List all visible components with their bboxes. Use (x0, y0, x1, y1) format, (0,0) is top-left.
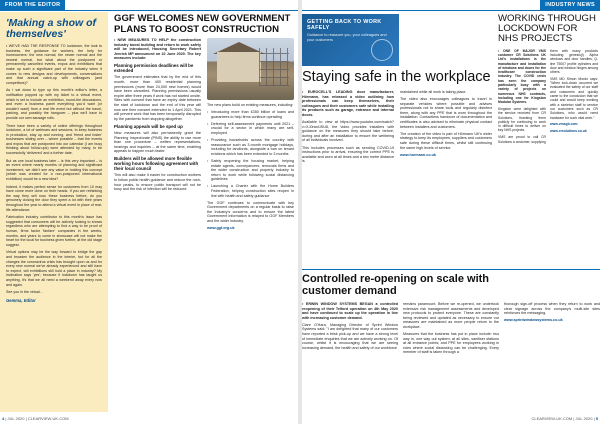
section-rule (0, 10, 298, 11)
article-column-2 (403, 302, 499, 358)
section-tab: FROM THE EDITOR (0, 0, 65, 10)
article-paragraph: The video also encourages colleagues to travel in separate vehicles where possible and advises professionals not to share tools and regularly disinfect them, along with any PPE that is worn throughout the installation. Contactless handover of documentation and certificates is also advised to eliminate physical contact between installers and customers. (400, 97, 492, 129)
list-item: • Deferring self-assessment payments until 2021 – crucial for a sector in which many are self-employed (207, 122, 294, 136)
article-column-1 (302, 90, 394, 166)
section-rule (302, 10, 600, 11)
page-footer: CLEARVIEW-UK.COM | JUL 2020 | 5 (531, 416, 598, 421)
list-item: • Launching a Charter with the Home Builders Federation, helping construction sites reopen in line with health and safety guidance (207, 184, 294, 198)
article-headline: WORKING THROUGH LOCKDOWN FOR NHS PROJECTS (498, 13, 596, 45)
article-paragraph: This will also make it easier for construction workers to follow public health guidance and reduce the rush-hour peaks, to ensure public transport will not be busy and the risk of infection will be reduced. (114, 173, 201, 192)
article-columns (498, 49, 598, 147)
vms-link[interactable]: www.vmsgb.com (550, 122, 578, 127)
sidebar-paragraph: But as one local business later – is this very important – is an event where nearly months of planning and significant investment, we didn't see any value in holding this concept (which was created for a non-postponed international exhibition) would be a new idea? (6, 158, 102, 182)
article-paragraph: Measures that the business has put in place include: two way in, one way out system; at all sites, sanitiser stations at all entrance points; and PPE for employees working in roles where social distancing can be challenging. Every member of staff is taken through a (403, 332, 499, 355)
article-column-1 (114, 38, 201, 233)
article-columns (114, 38, 294, 233)
article-paragraph: VMS are proud to call CR Solutions a customer, supplying (498, 135, 546, 144)
article-headline: Staying safe in the workplace (302, 69, 491, 85)
article-column-2 (400, 90, 492, 166)
article-paragraph: The creation of the video is part of Hörmann UK's wider strategy to keep its employees, suppliers and customers safe during these difficult times, whilst still continuing the same high levels of service. (400, 131, 492, 150)
article-paragraph: This includes processes such as sending COVID-19 instructions prior to arrival, ensuring the correct PPE is available and worn at all times and a two metre distance is (302, 145, 394, 164)
article-paragraph: The GGF continues to communicate with key Government departments on a regular basis to raise the Industry's concerns and to ensure the latest Government information is relayed to GGF Members and the wider industry. (207, 200, 294, 224)
article-paragraph: • ERWIN WINDOW SYSTEMS BEGAN a controlled reopening of their Telford operation on 4th May 2020 and have continued to scale up the operation in line with increasing customer demand. (302, 302, 398, 320)
article-column-2 (207, 38, 294, 233)
issue-date: JUL 2020 (7, 416, 25, 421)
article-paragraph: Clare O'Hara, Managing Director of Sprint Window Systems said: "I am delighted that many of our customers have reported a brisk pick-up and we have a strong level of immediate enquiries that we are actively working on. Of course, whilst it is encouraging that we are seeing increasing demand, the health and safety of our workforce (302, 322, 398, 350)
article-paragraph: Kingston were delighted with the service received from CR Solutions, thanking them publicly for continuing to work in difficult times to deliver on key NHS projects. (498, 106, 546, 133)
house-shape (217, 52, 261, 82)
sidebar-paragraph: As I sat down to type up this month's editor's letter, a notification popped up with my ticket to a virtual event, which is set to include an exhibition, round-the discussions, and even a business panel everything you'd want (or wouldn't want) from a real life event but without the travel, parking, and possibly the hangover – plus we'll have to provide our own sausage rolls. (6, 88, 102, 120)
crsolutions-link[interactable]: www.crsolutions.co.uk (550, 129, 587, 134)
ggf-article (114, 14, 294, 233)
sidebar-title: 'Making a show of themselves' (6, 17, 97, 40)
editor-signature: Gemma, Editor (6, 297, 36, 303)
sidebar-paragraph: Virtual options may be the way forward to bridge the gap and broaden the audience in the interim, but for all the changes the coronavirus crisis has brought upon us and for every new normal we've already experienced and still have to expect, will exhibitions still hold a place in industry? My inclination says 'yes'; because if lockdown has taught us anything, it's that we all need a weekend away every now and again. (6, 250, 102, 287)
measures-list (207, 110, 294, 198)
right-page (302, 0, 600, 424)
article-subhead: Planning appeals will be sped up (114, 123, 183, 129)
hormann-link[interactable]: www.hormann.co.uk (400, 152, 436, 157)
page-footer: 4 | JUL 2020 | CLEARVIEW-UK.COM (2, 416, 69, 421)
article-paragraph: Available to view at https://www.youtube.com/watch?v=X-i0ran1lSU8, the video provides installers with guidance on the measures they should take before, during and after an installation to ensure the wellbeing of all individuals involved. (302, 120, 394, 143)
banner-subtitle: Guidance to reassure you, your colleagues and your customers (307, 33, 387, 42)
sidebar-paragraph: • WE'VE HAD THE RESPONSE TO lockdown, the look to business, the guidance for workers, the help for homeowners: the new normal, the newer normal and the newest normal, but what about the postponed or permanently cancelled events, expos and exhibitions that make up such a significant part of the industry when it comes to new designs and developments, conversations and that annual catch-up with colleagues (and competitors)? (6, 44, 102, 85)
house-scaffolding-photo (207, 38, 294, 100)
article-headline: GGF WELCOMES NEW GOVERNMENT PLANS TO BOOST CONSTRUCTION (114, 13, 291, 35)
article-column-1 (302, 302, 398, 358)
article-subhead: Planning permission deadlines will be extended (114, 63, 194, 74)
left-page (0, 0, 298, 424)
article-paragraph: New measures will also permanently grant the Planning Inspectorate (PINS) the ability to use more than one procedure – written representations, hearings and inquiries – at the same time, enabling appeals to happen much faster. (114, 130, 201, 154)
article-paragraph: them with many products including genesis(i) Alpha windows and door handles, Q-line T5007 profile cylinders and door and window hinges among others. (550, 48, 598, 75)
article-paragraph: • EUROCELL'S LEADING door manufacturer, Hörmann, has released a video outlining how professionals can keep themselves, their colleagues and their customers safe while installing its products such as garage, entrance and internal doors. (302, 90, 394, 117)
photo-caption: The new plans build on existing measures, including: (207, 103, 294, 107)
article-column-3 (504, 302, 600, 358)
ggf-link[interactable]: www.ggf.org.uk (207, 226, 235, 231)
page-number: 5 (595, 416, 598, 421)
article-paragraph: maintained while all work is taking place. (400, 90, 467, 94)
hormann-article (302, 70, 492, 166)
scaffolding-shape (259, 48, 289, 86)
article-paragraph: remains paramount. Before we re-opened, we undertook extensive risk management assessments and developed new protocols to protect everyone. These are constantly being reviewed and updated as necessary to ensure our measures are maintained as more people return to the workplace. (403, 302, 499, 329)
article-headline: Controlled re-opening on scale with customer demand (302, 273, 490, 297)
site-url[interactable]: CLEARVIEW-UK.COM (531, 416, 573, 421)
site-url[interactable]: CLEARVIEW-UK.COM (27, 416, 69, 421)
sprint-link[interactable]: www.sprintwindowsystems.co.uk (504, 318, 563, 323)
article-paragraph: The government estimates that by the end of this month, more than 400 residential planning permissions (more than 24,000 new homes) would have been cancelled. Planning permissions usually expire after three years if work has not started onsite. Sites with consent that have an expiry date between the start of lockdown and the end of this year will now see their consent extended to 1 April 2021. This will prevent work that has been temporarily disrupted by the pandemic from stopping altogether. (114, 75, 201, 121)
section-tab: INDUSTRY NEWS (540, 0, 600, 10)
sidebar-paragraph: See you in the virtual... (6, 290, 43, 295)
article-columns (302, 302, 600, 358)
sidebar-paragraph: There have been a variety of online offerings throughout lockdown, a lot of webinars and sessions, to keep business in production, stay up and running, and 'friend and foster' businesses sliding over – where possible – that the events and expos that are postponed into our calendar (I am busy thinking about follow-ups) were attended by many, to be successfully 'delivered' and a further date. (6, 123, 102, 156)
editor-sidebar (0, 12, 108, 412)
list-item: • Introducing more than £350 billion of loans and guarantees to help firms continue operating (207, 110, 294, 119)
sprint-article (302, 273, 600, 358)
article-column-2 (550, 49, 598, 147)
sidebar-paragraph: Fabrication industry contributor to this month's issue has suggested that consumers will be actively looking to shows regardless who are attempting to find a way to be proof of human, firms factor 'fanfare' companies in the weeks, months, and years to come in showcase will not make the heart for the local for business given further, at the old stage suggest. (6, 215, 102, 247)
issue-date: JUL 2020 (575, 416, 593, 421)
article-subhead: Builders will be allowed more flexible working hours following agreement with their local council (114, 156, 199, 172)
list-item: • Safely reopening the housing market, helping estate agents, conveyancers, removals firms and the wider construction and property industry to return to work while following social distancing guidelines (207, 159, 294, 182)
section-divider (302, 269, 600, 270)
article-columns (302, 90, 492, 166)
nhs-article (498, 14, 598, 146)
article-column-1 (498, 49, 546, 147)
list-item: • Providing households across the country with reassurance such as 3-month mortgage holidays, including for landlords, alongside a ban on tenant evictions which has been extended to 3 months (207, 138, 294, 156)
banner-emblem-icon (371, 39, 393, 61)
article-paragraph: VMS MD Simon Mordo says: "When lock-down occurred we evaluated the safety of our staff and customers and quickly came to the conclusion that we could and would keep working with a skeleton staff to service our customers such as CR Solutions, who would need hardware for such vital work." (550, 76, 598, 120)
article-lead: • NEW MEASURES TO HELP the construction industry boost building and return to work safely will be introduced, Housing Secretary Robert Jenrick MP announced on 22 June 2020. The key measures include: (114, 38, 201, 61)
article-paragraph: • ONE OF MAJOR VMS customer CR Solutions UK Ltd's installations is the manufacture and installation of windows and doors for the healthcare construction industry. The COVID crisis has seen the company particularly busy with a variety of projects on numerous NHS contracts, including one for Kingston Modular Systems. (498, 48, 546, 105)
sidebar-paragraph: Indeed, it makes perfect sense for customers from 10 may have come more done on their heads. If you are rethinking the way they sell now, these business before, do you genuinely closing the door they spent a lot with their years throughout the year to attend a virtual event in place of real-life attendance. (6, 184, 102, 212)
page-number: 4 (2, 416, 5, 421)
safety-banner (302, 14, 399, 66)
article-paragraph: thorough sign-off process when they return to work and clear signage across the company's multi-site sites reinforces the messaging. (504, 302, 600, 316)
banner-title: GETTING BACK TO WORK SAFELY (307, 19, 382, 31)
